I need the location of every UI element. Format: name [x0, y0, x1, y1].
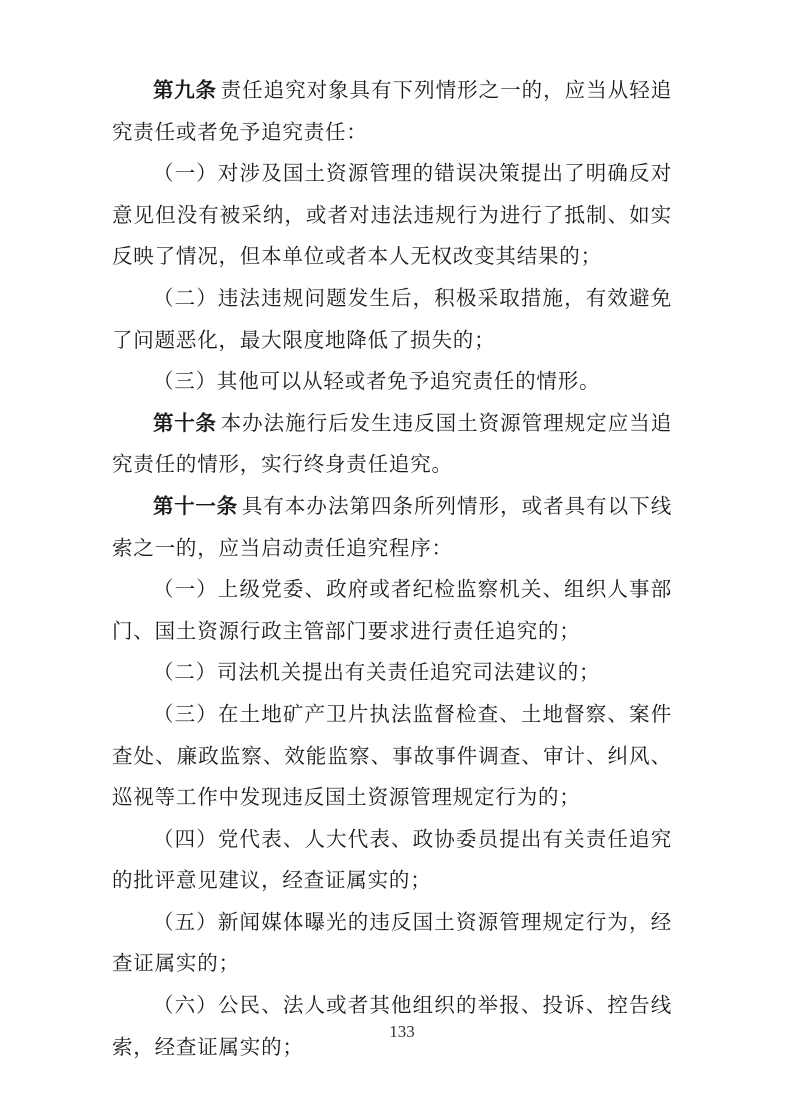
- article-heading: 第十一条: [153, 493, 238, 518]
- paragraph-text: （三）在土地矿产卫片执法监督检查、土地督察、案件查处、廉政监察、效能监察、事故事件调查、审计、纠风、巡视等工作中发现违反国土资源管理规定行为的；: [112, 701, 672, 810]
- paragraph-article-9: [112, 70, 672, 153]
- paragraph-article-11: [112, 486, 672, 569]
- document-body: [112, 70, 672, 1068]
- page-number: 133: [389, 1022, 415, 1041]
- paragraph-item: [112, 153, 672, 278]
- paragraph-text: （一）对涉及国土资源管理的错误决策提出了明确反对意见但没有被采纳，或者对违法违规行为进行了抵制、如实反映了情况，但本单位或者本人无权改变其结果的；: [112, 161, 672, 269]
- paragraph-item: [112, 278, 672, 361]
- paragraph-item: [112, 652, 672, 694]
- paragraph-article-10: [112, 403, 672, 486]
- paragraph-text: 具有本办法第四条所列情形，或者具有以下线索之一的，应当启动责任追究程序：: [112, 493, 673, 560]
- article-heading: 第十条: [153, 410, 217, 435]
- paragraph-item: [112, 819, 672, 902]
- paragraph-text: （二）违法违规问题发生后，积极采取措施，有效避免了问题恶化，最大限度地降低了损失的；: [112, 285, 672, 352]
- paragraph-item: [112, 569, 672, 652]
- paragraph-text: （二）司法机关提出有关责任追究司法建议的；: [153, 660, 601, 685]
- paragraph-item: [112, 694, 672, 819]
- paragraph-text: （三）其他可以从轻或者免予追究责任的情形。: [153, 369, 601, 394]
- paragraph-text: （五）新闻媒体曝光的违反国土资源管理规定行为，经查证属实的；: [112, 909, 672, 976]
- paragraph-item: [112, 902, 672, 985]
- paragraph-item: [112, 361, 672, 403]
- paragraph-text: （一）上级党委、政府或者纪检监察机关、组织人事部门、国土资源行政主管部门要求进行责任追究的；: [112, 577, 672, 643]
- paragraph-text: 本办法施行后发生违反国土资源管理规定应当追究责任的情形，实行终身责任追究。: [112, 410, 672, 477]
- article-heading: 第九条: [153, 78, 217, 102]
- paragraph-text: （四）党代表、人大代表、政协委员提出有关责任追究的批评意见建议，经查证属实的；: [112, 826, 672, 893]
- paragraph-text: 责任追究对象具有下列情形之一的，应当从轻追究责任或者免予追究责任：: [112, 78, 672, 144]
- paragraph-text: （六）公民、法人或者其他组织的举报、投诉、控告线索，经查证属实的；: [112, 993, 672, 1059]
